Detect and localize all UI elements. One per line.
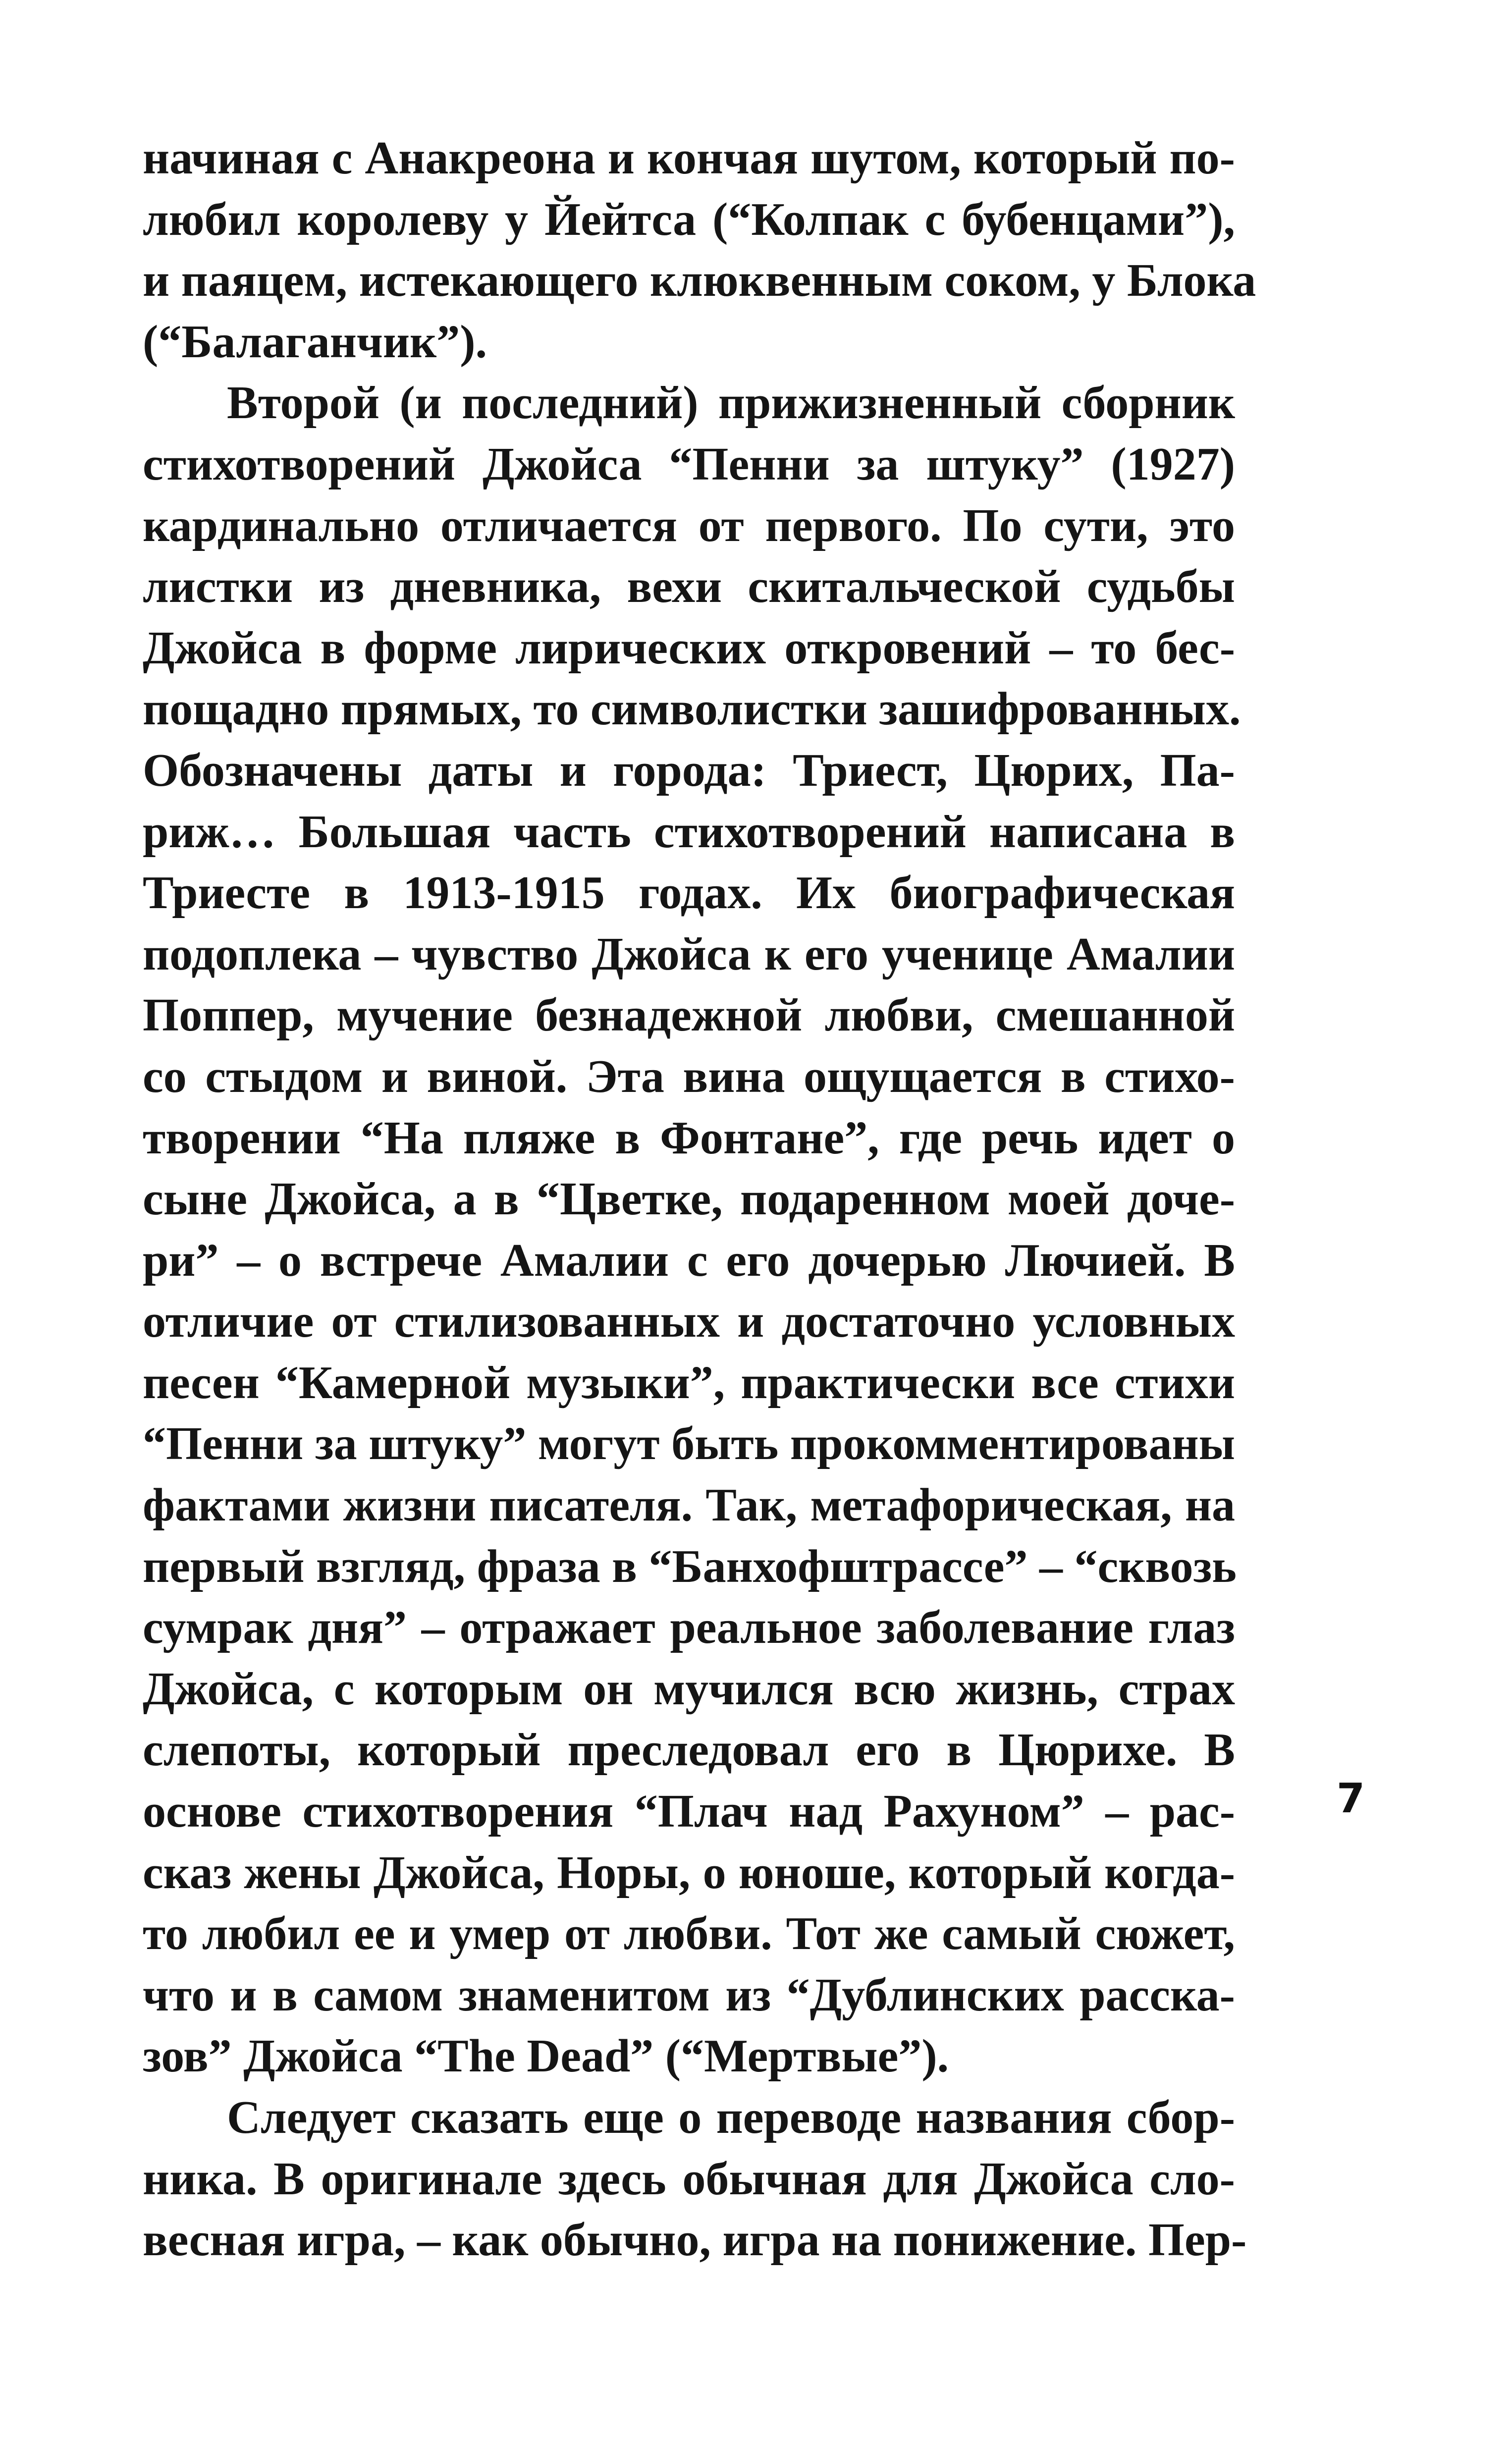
text-line: зов” Джойса “The Dead” (“Мертвые”).	[143, 2030, 949, 2082]
text-line: слепоты, который преследовал его в Цюрихе. В	[143, 1724, 1235, 1776]
text-line: Обозначены даты и города: Триест, Цюрих, Па-	[143, 744, 1235, 796]
text-line: риж… Большая часть стихотворений написана в	[143, 806, 1235, 858]
text-line: ника. В оригинале здесь обычная для Джойса сло-	[143, 2153, 1235, 2205]
text-line: Триесте в 1913-1915 годах. Их биографическая	[143, 867, 1235, 919]
body-text	[143, 128, 1256, 2271]
text-line: листки из дневника, вехи скитальческой судьбы	[143, 561, 1235, 613]
text-line: и паяцем, истекающего клюквенным соком, у Блока	[143, 255, 1256, 307]
text-line: творении “На пляже в Фонтане”, где речь идет о	[143, 1112, 1235, 1164]
text-line: начиная с Анакреона и кончая шутом, который по-	[143, 132, 1235, 184]
text-line: сумрак дня” – отражает реальное заболевание глаз	[143, 1602, 1235, 1654]
text-line: пощадно прямых, то символистки зашифрованных.	[143, 683, 1241, 735]
text-line: Джойса, с которым он мучился всю жизнь, страх	[143, 1663, 1235, 1715]
text-line: отличие от стилизованных и достаточно условных	[143, 1296, 1235, 1348]
text-line: Джойса в форме лирических откровений – то бес-	[143, 622, 1235, 674]
text-line: основе стихотворения “Плач над Рахуном” – рас-	[143, 1786, 1235, 1838]
text-line: что и в самом знаменитом из “Дублинских расска-	[143, 1969, 1235, 2021]
text-line: Второй (и последний) прижизненный сборник	[227, 377, 1235, 429]
text-line: подоплека – чувство Джойса к его ученице Амалии	[143, 928, 1235, 980]
text-line: первый взгляд, фраза в “Банхофштрассе” – “сквозь	[143, 1540, 1237, 1592]
text-line: сыне Джойса, а в “Цветке, подаренном моей доче-	[143, 1173, 1235, 1225]
text-line: сказ жены Джойса, Норы, о юноше, который когда-	[143, 1846, 1235, 1899]
text-line: “Пенни за штуку” могут быть прокомментированы	[143, 1418, 1235, 1470]
text-line: Поппер, мучение безнадежной любви, смешанной	[143, 989, 1235, 1041]
paragraph-3	[143, 2087, 1247, 2271]
text-line: со стыдом и виной. Эта вина ощущается в стихо-	[143, 1050, 1235, 1102]
text-line: кардинально отличается от первого. По сути, это	[143, 499, 1235, 551]
text-line: (“Балаганчик”).	[143, 316, 487, 368]
text-line: песен “Камерной музыки”, практически все стихи	[143, 1356, 1235, 1409]
page-number: 7	[1337, 1775, 1365, 1822]
text-line: Следует сказать еще о переводе названия сбор-	[227, 2092, 1235, 2143]
text-line: весная игра, – как обычно, игра на понижение. Пер-	[143, 2214, 1247, 2266]
text-line: ри” – о встрече Амалии с его дочерью Лючией. В	[143, 1234, 1235, 1286]
text-line: любил королеву у Йейтса (“Колпак с бубенцами”),	[143, 193, 1235, 245]
text-line: то любил ее и умер от любви. Тот же самый сюжет,	[143, 1908, 1235, 1960]
text-line: стихотворений Джойса “Пенни за штуку” (1927)	[143, 438, 1235, 490]
paragraph-2	[143, 373, 1241, 2087]
paragraph-1	[143, 128, 1256, 373]
text-line: фактами жизни писателя. Так, метафорическая, на	[143, 1479, 1235, 1531]
